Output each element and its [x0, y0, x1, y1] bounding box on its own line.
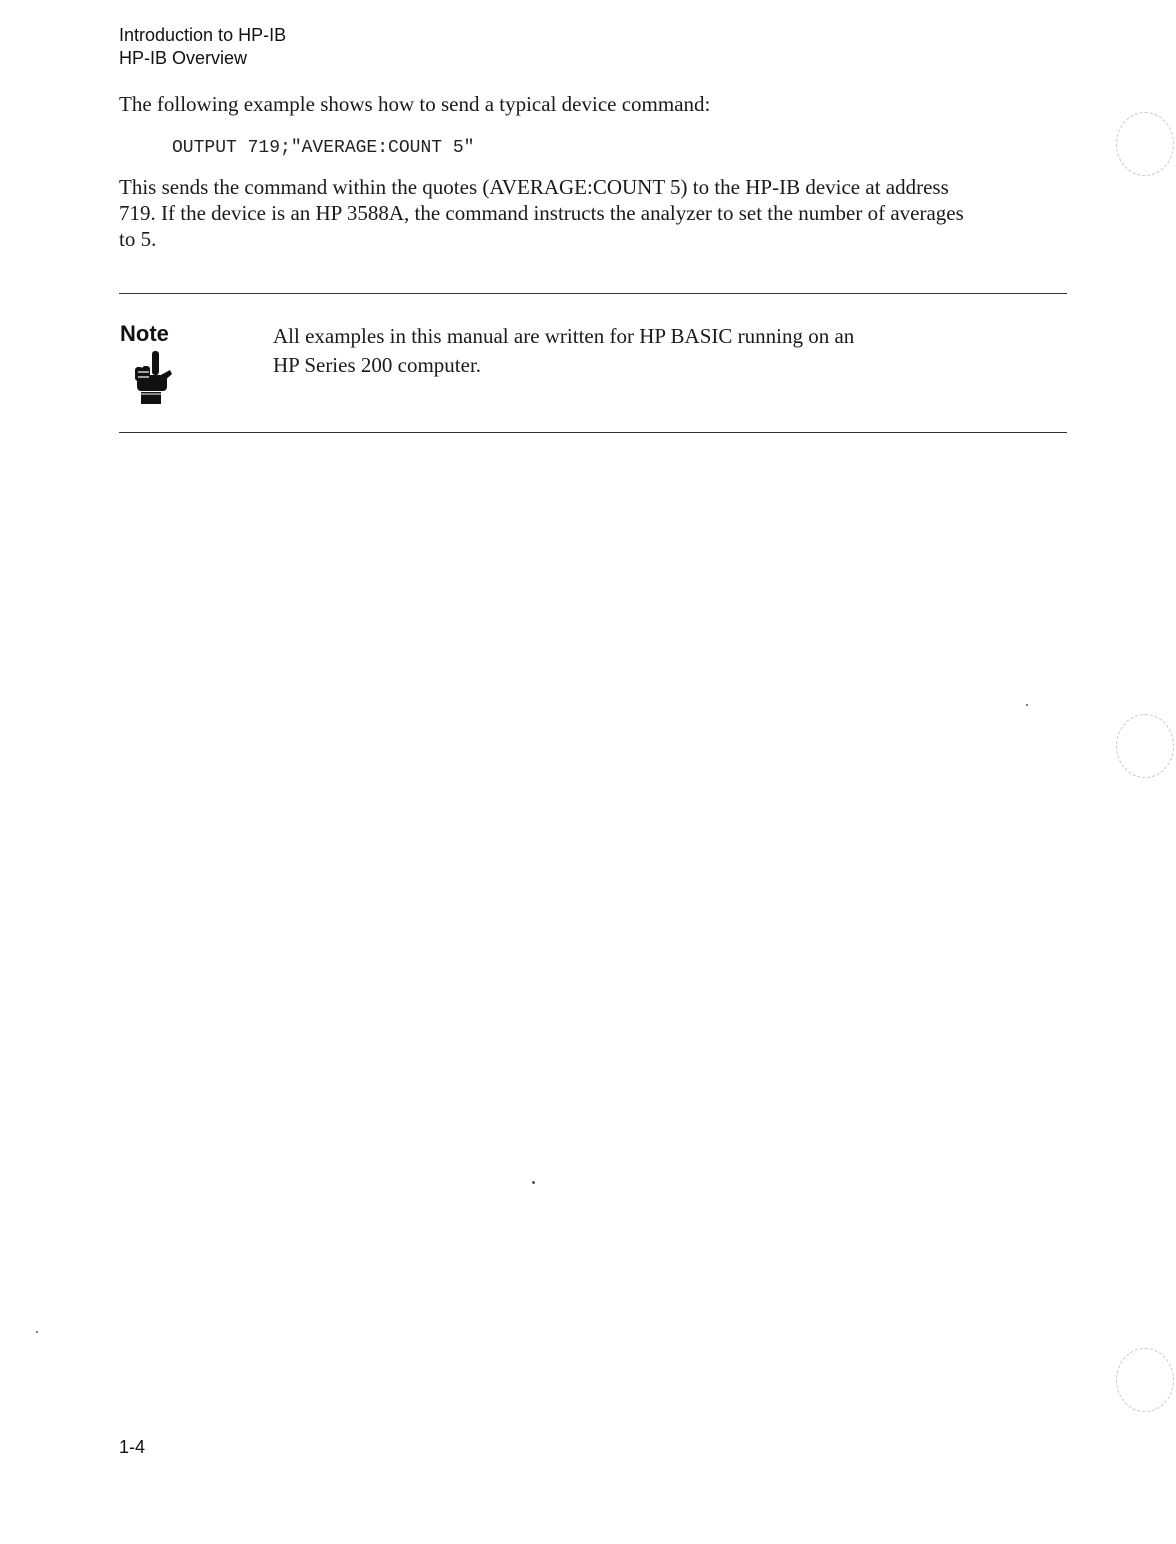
- scan-speck: [1026, 704, 1028, 706]
- intro-sentence: The following example shows how to send a typical device command:: [119, 92, 711, 116]
- scan-speck: [36, 1331, 38, 1333]
- note-bottom-rule: [119, 432, 1067, 433]
- note-line: HP Series 200 computer.: [273, 353, 482, 377]
- punch-hole-mark: [1116, 714, 1174, 778]
- running-header: [119, 24, 286, 70]
- paragraph-line: 719. If the device is an HP 3588A, the command instructs the analyzer to set the number of averages: [119, 201, 964, 225]
- note-text: [273, 322, 854, 380]
- note-line: All examples in this manual are written for HP BASIC running on an: [273, 324, 855, 348]
- paragraph-line: This sends the command within the quotes (AVERAGE:COUNT 5) to the HP-IB device at address: [119, 175, 949, 199]
- scan-speck: [532, 1181, 535, 1184]
- note-top-rule: [119, 293, 1067, 294]
- page-number: 1-4: [119, 1437, 146, 1457]
- pointing-hand-icon: [132, 350, 176, 406]
- chapter-title: Introduction to HP-IB: [119, 25, 287, 45]
- explanation-paragraph: [119, 174, 1064, 252]
- punch-hole-mark: [1116, 112, 1174, 176]
- code-example: OUTPUT 719;"AVERAGE:COUNT 5": [172, 138, 475, 158]
- section-title: HP-IB Overview: [119, 48, 248, 68]
- paragraph-line: to 5.: [119, 227, 157, 251]
- note-label: Note: [120, 321, 169, 346]
- punch-hole-mark: [1116, 1348, 1174, 1412]
